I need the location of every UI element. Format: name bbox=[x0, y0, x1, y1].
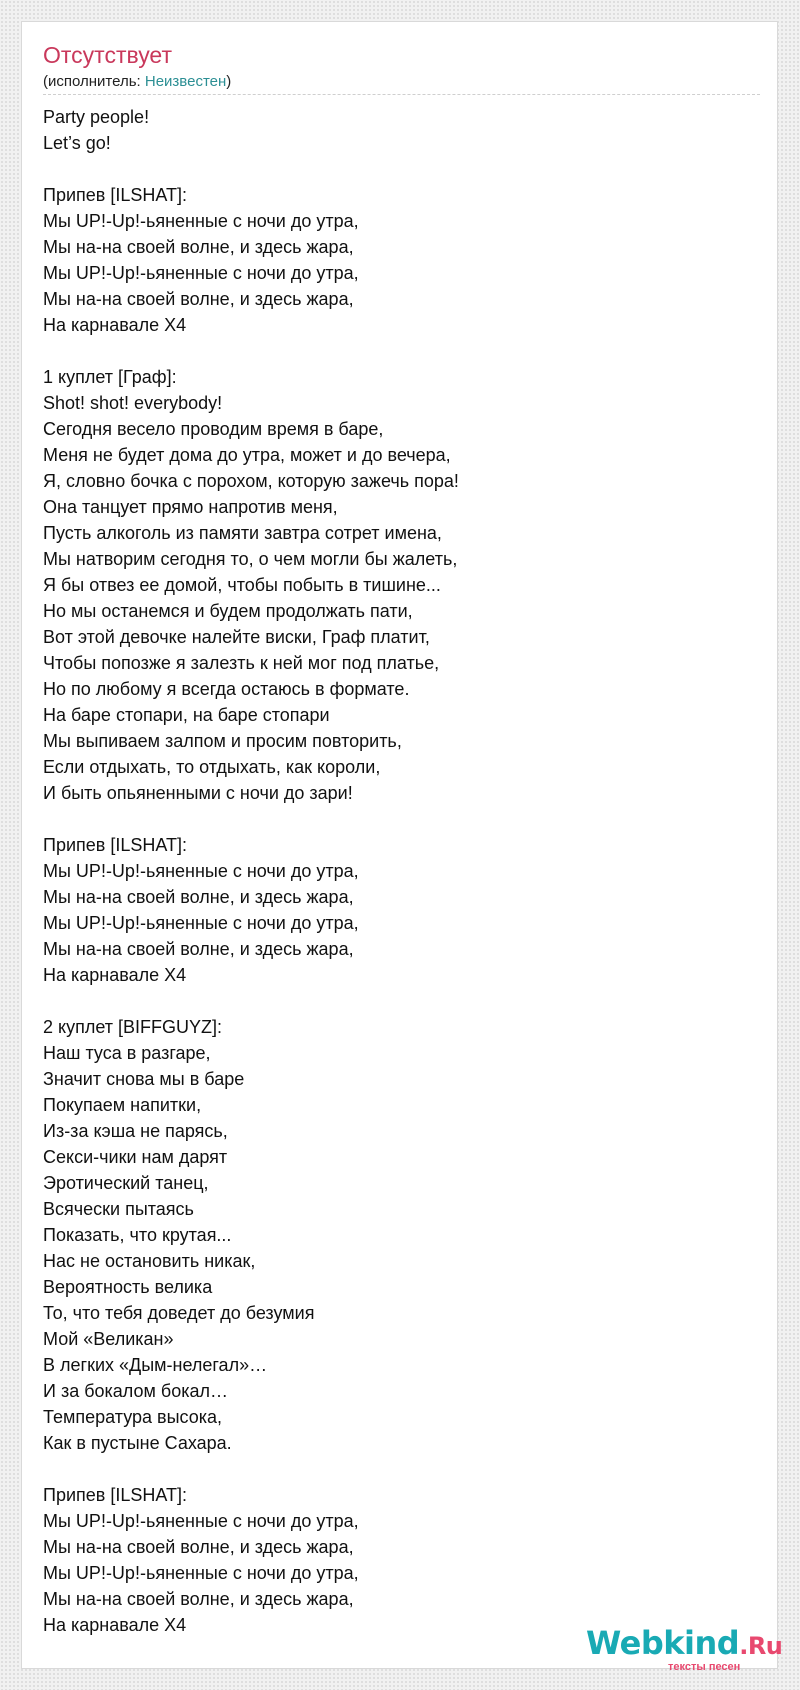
lyric-line: Нас не остановить никак, bbox=[43, 1251, 256, 1271]
lyric-line: На баре стопари, на баре стопари bbox=[43, 705, 330, 725]
lyric-line: Мы выпиваем залпом и просим повторить, bbox=[43, 731, 402, 751]
lyric-line: Вероятность велика bbox=[43, 1277, 213, 1297]
lyric-line: Сегодня весело проводим время в баре, bbox=[43, 419, 384, 439]
logo-wordmark bbox=[586, 1625, 782, 1664]
lyric-line: Если отдыхать, то отдыхать, как короли, bbox=[43, 757, 381, 777]
lyric-line: Let’s go! bbox=[43, 133, 111, 153]
lyric-line: Эротический танец, bbox=[43, 1173, 209, 1193]
lyric-line: Мы UP!-Up!-ьяненные с ночи до утра, bbox=[43, 1511, 359, 1531]
lyric-line: Я, словно бочка с порохом, которую зажечь пора! bbox=[43, 471, 459, 491]
lyrics-card bbox=[21, 21, 783, 1673]
lyric-blank-line bbox=[43, 338, 763, 364]
lyric-line: Мы UP!-Up!-ьяненные с ночи до утра, bbox=[43, 861, 359, 881]
song-title: Отсутствует bbox=[43, 42, 172, 68]
lyric-line: Секси-чики нам дарят bbox=[43, 1147, 228, 1167]
lyric-line: Мы на-на своей волне, и здесь жара, bbox=[43, 887, 354, 907]
lyric-line: 2 куплет [BIFFGUYZ]: bbox=[43, 1017, 222, 1037]
lyric-line: Припев [ILSHAT]: bbox=[43, 1485, 188, 1505]
lyric-line: То, что тебя доведет до безумия bbox=[43, 1303, 315, 1323]
lyric-line: Припев [ILSHAT]: bbox=[43, 185, 188, 205]
lyric-line: Мы UP!-Up!-ьяненные с ночи до утра, bbox=[43, 211, 359, 231]
lyric-line: На карнавале X4 bbox=[43, 1615, 187, 1635]
lyric-line: Показать, что крутая... bbox=[43, 1225, 232, 1245]
lyric-blank-line bbox=[43, 156, 763, 182]
lyric-line: Пусть алкоголь из памяти завтра сотрет имена, bbox=[43, 523, 442, 543]
lyric-line: И за бокалом бокал… bbox=[43, 1381, 229, 1401]
artist-line bbox=[43, 73, 231, 90]
lyric-line: Но мы останемся и будем продолжать пати, bbox=[43, 601, 413, 621]
lyric-line: Мы натворим сегодня то, о чем могли бы жалеть, bbox=[43, 549, 458, 569]
lyric-blank-line bbox=[43, 988, 763, 1014]
lyric-line: И быть опьяненными с ночи до зари! bbox=[43, 783, 353, 803]
lyric-line: На карнавале X4 bbox=[43, 965, 187, 985]
lyric-line: Мы на-на своей волне, и здесь жара, bbox=[43, 939, 354, 959]
lyric-blank-line bbox=[43, 1456, 763, 1482]
lyric-line: Мы на-на своей волне, и здесь жара, bbox=[43, 237, 354, 257]
lyric-line: Party people! bbox=[43, 107, 150, 127]
lyric-line: Но по любому я всегда остаюсь в формате. bbox=[43, 679, 410, 699]
lyric-line: Мы UP!-Up!-ьяненные с ночи до утра, bbox=[43, 263, 359, 283]
lyric-line: Меня не будет дома до утра, может и до вечера, bbox=[43, 445, 451, 465]
lyric-line: На карнавале X4 bbox=[43, 315, 187, 335]
lyric-line: Наш туса в разгаре, bbox=[43, 1043, 211, 1063]
artist-suffix: ) bbox=[226, 73, 232, 90]
artist-prefix: (исполнитель: bbox=[43, 73, 145, 90]
lyric-line: Мы UP!-Up!-ьяненные с ночи до утра, bbox=[43, 913, 359, 933]
lyric-line: Вот этой девочке налейте виски, Граф платит, bbox=[43, 627, 430, 647]
lyric-line: Мы на-на своей волне, и здесь жара, bbox=[43, 289, 354, 309]
site-logo[interactable] bbox=[586, 1625, 786, 1675]
lyric-line: Мы на-на своей волне, и здесь жара, bbox=[43, 1589, 354, 1609]
lyric-line: Мы UP!-Up!-ьяненные с ночи до утра, bbox=[43, 1563, 359, 1583]
lyric-blank-line bbox=[43, 806, 763, 832]
logo-main-text: Webkind bbox=[586, 1624, 740, 1662]
lyric-line: Shot! shot! everybody! bbox=[43, 393, 223, 413]
lyric-line: Мы на-на своей волне, и здесь жара, bbox=[43, 1537, 354, 1557]
lyric-line: Всячески пытаясь bbox=[43, 1199, 194, 1219]
artist-link[interactable]: Неизвестен bbox=[144, 73, 227, 90]
lyric-line: Покупаем напитки, bbox=[43, 1095, 202, 1115]
lyric-line: 1 куплет [Граф]: bbox=[43, 367, 177, 387]
lyric-line: Из-за кэша не парясь, bbox=[43, 1121, 228, 1141]
lyric-line: Припев [ILSHAT]: bbox=[43, 835, 188, 855]
title-divider bbox=[43, 94, 760, 95]
lyrics-text bbox=[43, 104, 763, 1638]
lyric-line: Значит снова мы в баре bbox=[43, 1069, 245, 1089]
lyric-line: Чтобы попозже я залезть к ней мог под платье, bbox=[43, 653, 440, 673]
lyric-line: Как в пустыне Сахара. bbox=[43, 1433, 232, 1453]
lyric-line: Температура высока, bbox=[43, 1407, 223, 1427]
logo-domain-text: .Ru bbox=[739, 1632, 783, 1660]
logo-tagline: тексты песен bbox=[668, 1661, 741, 1673]
lyric-line: В легких «Дым-нелегал»… bbox=[43, 1355, 268, 1375]
lyric-line: Я бы отвез ее домой, чтобы побыть в тишине... bbox=[43, 575, 441, 595]
lyric-line: Мой «Великан» bbox=[43, 1329, 174, 1349]
lyric-line: Она танцует прямо напротив меня, bbox=[43, 497, 338, 517]
